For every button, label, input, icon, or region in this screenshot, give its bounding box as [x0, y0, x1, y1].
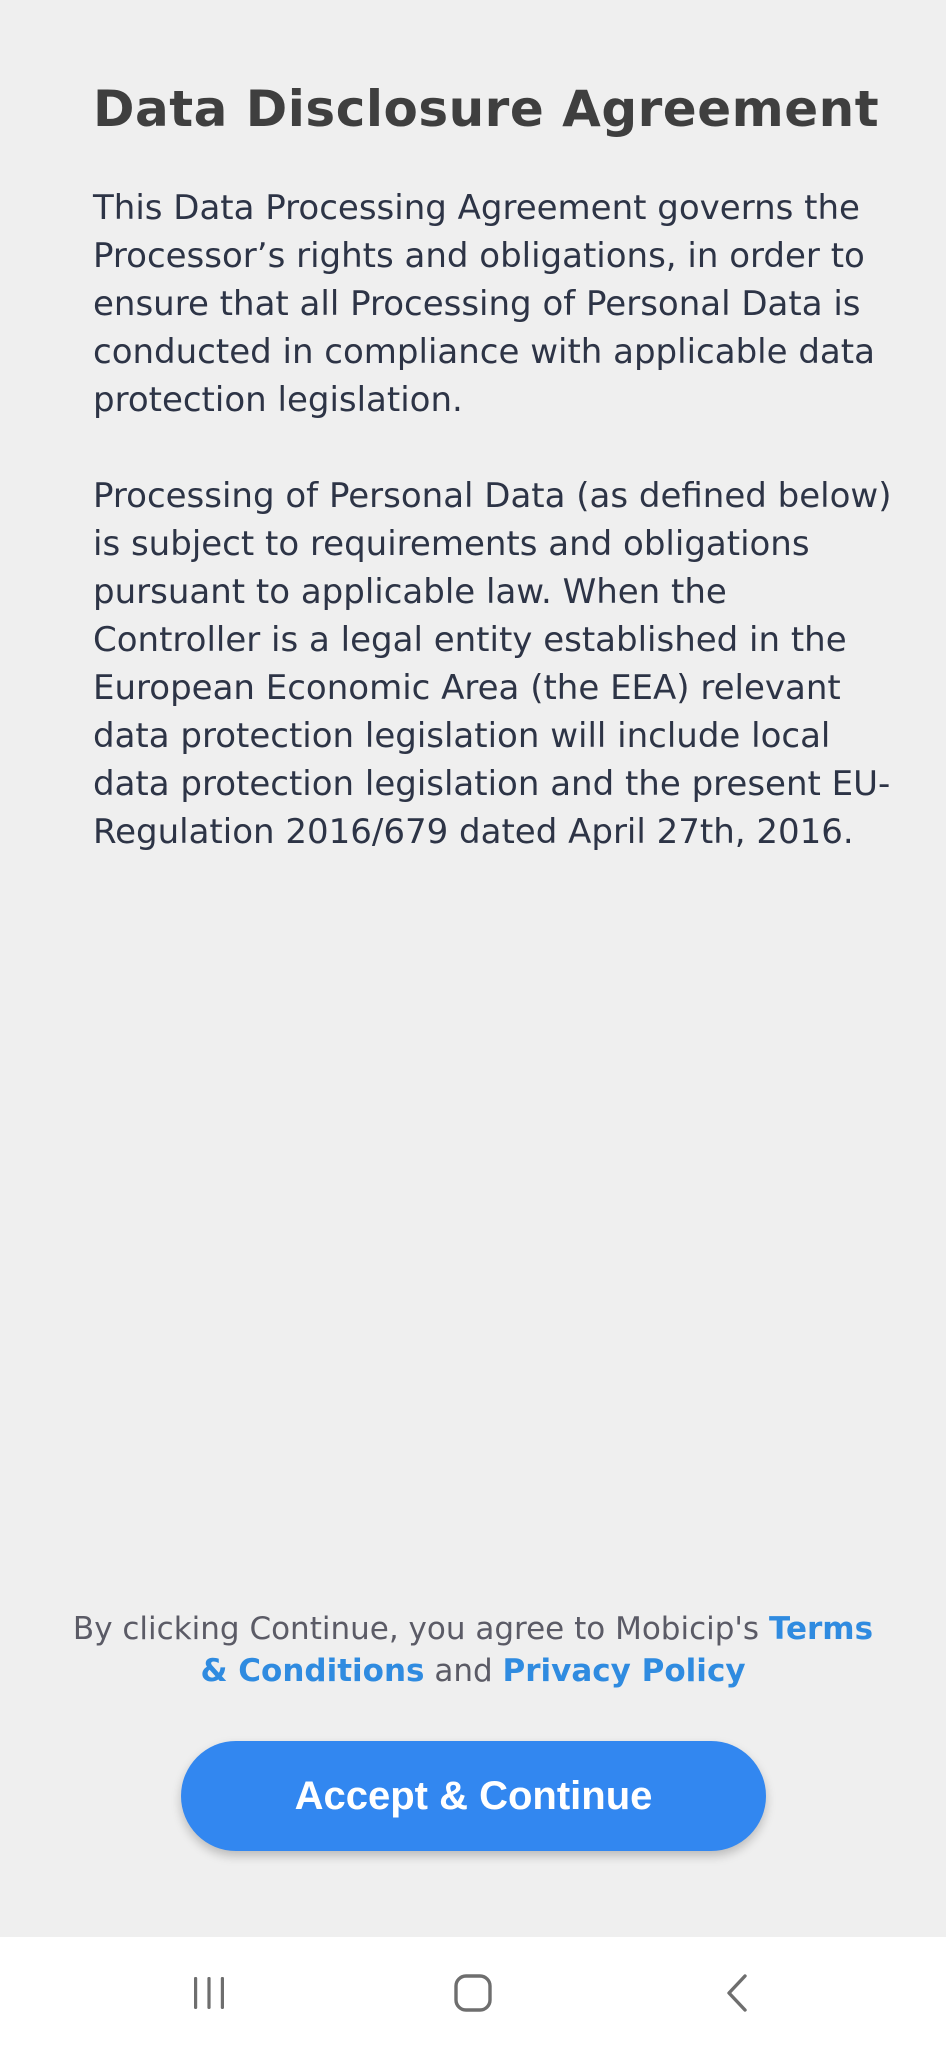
consent-text	[60, 1608, 886, 1692]
accept-continue-button[interactable]: Accept & Continue	[181, 1741, 766, 1851]
system-navigation-bar	[0, 1937, 946, 2048]
agreement-content	[93, 76, 893, 856]
agreement-paragraph-2: Processing of Personal Data (as defined below) is subject to requirements and obligations pursuant to applicable law. When the Controller is a legal entity established in the European Economic Area (the EEA) relevant data protection legislation will include local data protection legislation and the present EU- Regulation 2016/679 dated April 27th, 2016.	[93, 476, 892, 852]
privacy-policy-link[interactable]: Privacy Policy	[502, 1653, 746, 1689]
consent-prefix: By clicking Continue, you agree to Mobicip's	[72, 1611, 769, 1647]
back-button[interactable]	[678, 1937, 798, 2048]
consent-conjunction: and	[424, 1653, 503, 1689]
back-icon	[718, 1973, 758, 2013]
page-title: Data Disclosure Agreement	[93, 80, 880, 138]
terms-conditions-link[interactable]: Terms & Conditions	[200, 1611, 874, 1689]
home-button[interactable]	[413, 1937, 533, 2048]
recents-button[interactable]	[149, 1937, 269, 2048]
recents-icon	[189, 1973, 229, 2013]
home-icon	[453, 1973, 493, 2013]
agreement-paragraph-1: This Data Processing Agreement governs the Processor’s rights and obligations, in order to ensure that all Processing of Personal Data is conducted in compliance with applicable data protection legislation.	[93, 188, 875, 420]
